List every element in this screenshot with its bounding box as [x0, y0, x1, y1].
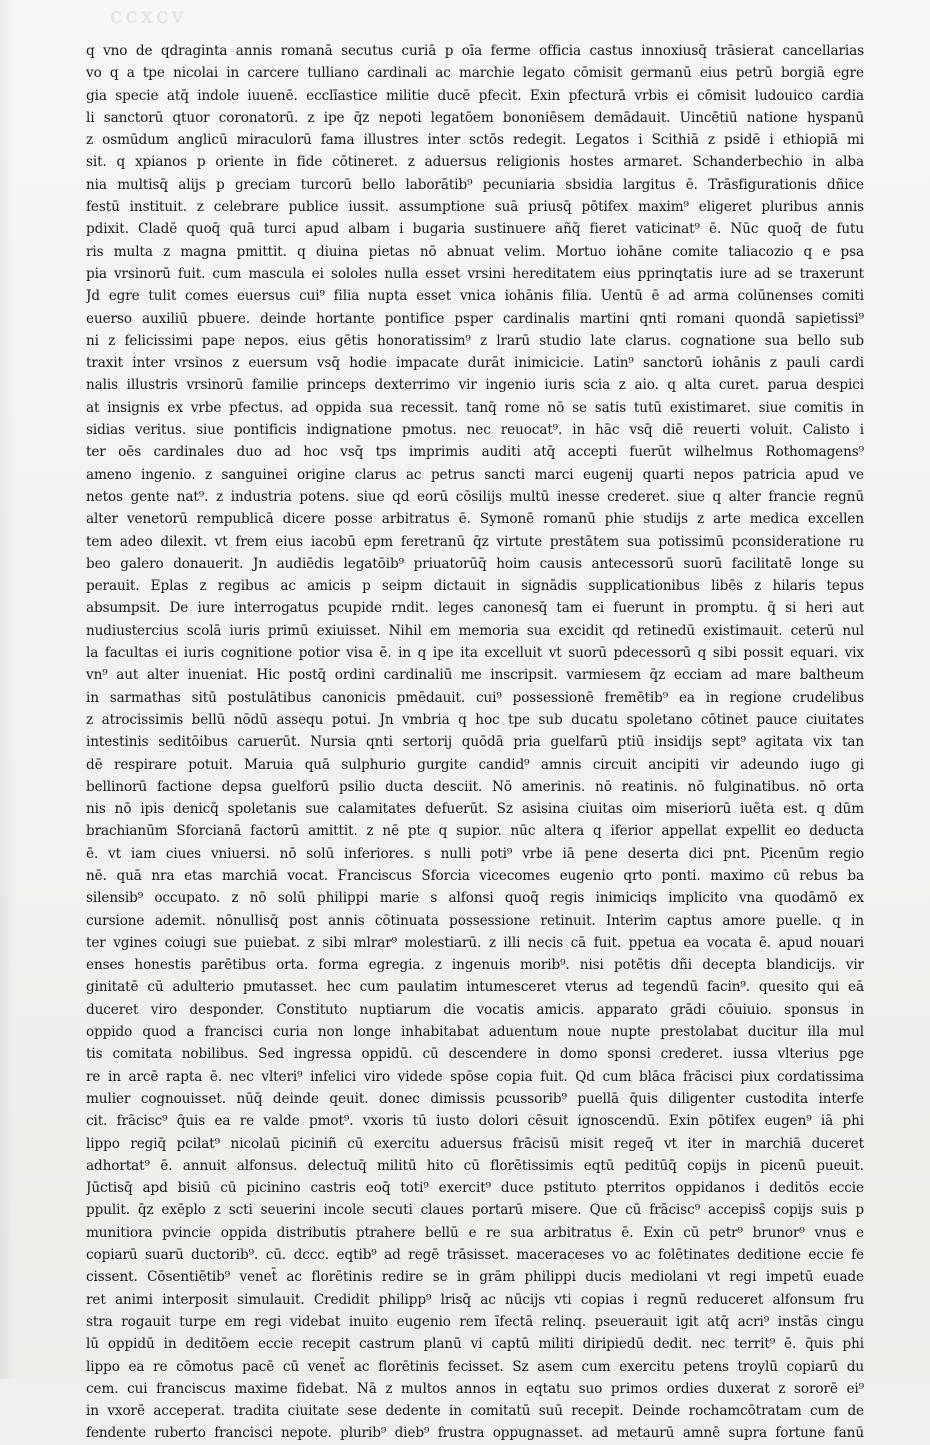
text-line: dē respirare potuit. Maruia quā sulphurio gurgite candid⁹ amnis circuit ancipiti vir adeundo iugo gi [86, 756, 864, 773]
text-line: nē. quā nra etas marchiā vocat. Franciscus Sforcia vicecomes eugenio qrto ponti. maximo cū rebus ba [86, 867, 864, 884]
text-line: oppido quod a francisci curia non longe inhabitabat aduentum noue nupte prestolabat ducitur illa mul [86, 1024, 864, 1041]
folio-number: ccxcv [110, 4, 187, 29]
text-line: Jūctisq̄ apd bisiū cū picinino castris eoq̄ toti⁹ exercit⁹ duce pstituto pterritos oppidanos i deditōs eccie [86, 1180, 864, 1197]
text-line: tis comitata nobilibus. Sed ingressa oppidū. cū descendere in domo sponsi crederet. iussa vlterius pge [86, 1046, 864, 1063]
text-line: festū instituit. z celebrare publice iussit. assumptione suā priusq̄ pōtifex maxim⁹ eligeret pluribus annis [86, 199, 864, 216]
text-line: copiarū suarū ductorib⁹. cū. dccc. eqtib⁹ ad regē trāsisset. maceraceses vo ac folētinates deditione eccie fe [86, 1247, 864, 1264]
text-line: lippo regiq̄ pcilat⁹ nicolaū piciniñ cū exercitu aduersus frācisū misit regeq̄ vt iter in marchiā duceret [86, 1135, 864, 1152]
text-line: in vxorē acceperat. tradita ciuitate sese dedente in comitatū suū recepit. Deinde rochamcōtratam cum de [86, 1403, 864, 1420]
text-line: duceret viro desponder. Constituto nuptiarum die vocatis amicis. apparato grādi cōuiuio. sponsus in [86, 1001, 864, 1018]
text-line: ameno ingenio. z sanguinei origine clarus ac petrus sancti marci eugenij quarti nepos patricia apud ve [86, 466, 864, 483]
text-line: absumpsit. De iure interrogatus pcupide rndit. leges canonesq̄ tam ei fuerunt in promptu. q̄ si heri aut [86, 600, 864, 617]
text-line: lippo ea re cōmotus pacē cū venet̄ ac florētinis fecisset. Sz asem cum exercitu petens troylū copiarū du [86, 1358, 864, 1375]
text-line: silensib⁹ occupato. z nō solū philippi marie s alfonsi quoq̄ regis inimiciqs implicito vna quodāmō ex [86, 890, 864, 907]
text-line: euerso auxiliū pbuere. deinde hortante pontifice psper cardinalis martini qnti romani quondā sapietissi⁹ [86, 310, 864, 327]
text-line: ni z felicissimi pape nepos. eius gētis honoratissim⁹ z lrarū studio late clarus. cognatione sua bello sub [86, 332, 864, 349]
text-line: pia vrsinorū fuit. cum mascula ei sololes nulla esset vrsini hereditatem eius pprinqtatis iure ad se traxerunt [86, 265, 864, 282]
text-line: in sarmathas sitū postulātibus canonicis pmēdauit. cui⁹ possessionē fremētib⁹ ea in regione crudelibus [86, 689, 864, 706]
text-line: vo q a tpe nicolai in carcere tulliano cardinali ac marchie legato cōmisit germanū eius petrū borgiā egre [86, 65, 864, 82]
text-line: ē. vt iam ciues vniuersi. nō solū inferiores. s nulli poti⁹ vrbe iā pene deserta dici pnt. Picenūm regio [86, 845, 864, 862]
text-line: munitiora pvincie oppida distributis ptrahere bellū e re sua arbitratus ē. Exin cū petr⁹ brunor⁹ vnus e [86, 1224, 864, 1241]
binding-edge-shadow [0, 0, 14, 1379]
text-line: intestinis seditōibus caruerūt. Nursia qnti sertorij quōdā pria guelfarū ptiū insidijs sept⁹ agitata vix tan [86, 734, 864, 751]
text-line: sidias veritus. siue pontificis indignatione pmotus. nec reuocat⁹. in hāc vsq̄ diē reuerti voluit. Calisto i [86, 422, 864, 439]
text-line: stra rogauit turpe em regi videbat inuito eugenio rem īfectā relinq. pseuerauit igit atq̄ acri⁹ instās cingu [86, 1313, 864, 1330]
printed-text-block [86, 40, 864, 1445]
text-line: fendente ruberto francisci nepote. plurib⁹ dieb⁹ frustra oppugnasset. ad metaurū amnē supra fortune fanū [86, 1425, 864, 1442]
text-line: traxit inter vrsinos z euersum vsq̄ hodie impacate durāt inimicicie. Latin⁹ sanctorū iohānis z pauli cardi [86, 355, 864, 372]
text-line: netos gente nat⁹. z industria potens. siue qd eorū cōsilijs multū inesse crederet. siue q alter francie regnū [86, 488, 864, 505]
text-line: z osmūdum anglicū miraculorū fama illustres inter sctōs redegit. Legatos i Scithiā z psidē i ethiopiā mi [86, 132, 864, 149]
text-line: cem. cui franciscus maxime fidebat. Nā z multos annos in eqtatu suo primos ordies duxerat z sororē ei⁹ [86, 1380, 864, 1397]
text-line: ter oēs cardinales duo ad hoc vsq̄ tps imprimis auditi atq̄ accepti fuerūt wilhelmus Rothomagens⁹ [86, 444, 864, 461]
text-line: ris multa z magna pmittit. q diuina pietas nō abnuat velim. Mortuo iohāne comite taliacozio q e psa [86, 243, 864, 260]
text-line: re in arcē rapta ē. nec vlteri⁹ infelici viro videde spōse copia fuit. Qd cum blāca frācisci piux cordatissima [86, 1068, 864, 1085]
text-line: ppulit. q̄z exēplo z scti seuerini incole secuti claues portarū misere. Que cū frācisc⁹ accepiss̄ copijs suis p [86, 1202, 864, 1219]
text-line: perauit. Eplas z regibus ac amicis p seipm dictauit in signādis supplicationibus libēs z hilaris tepus [86, 578, 864, 595]
text-line: nis nō ipis denicq̄ spoletanis sue calamitates defuerūt. Sz asisina ciuitas oim miseriorū iuēta est. q dūm [86, 801, 864, 818]
text-line: lū oppidū in deditōem eccie recepit castrum planū vi captū militi diripiedū dedit. nec territ⁹ ē. q̄uis phi [86, 1336, 864, 1353]
text-line: enses honestis parētibus orta. forma egregia. z ingenuis morib⁹. nisi potētis dñi decepta blandicijs. vir [86, 957, 864, 974]
text-line: sit. q xpianos p oriente in fide cōtineret. z aduersus religionis hostes armaret. Schanderbechio in alba [86, 154, 864, 171]
text-line: cit. frācisc⁹ q̄uis ea re valde pmot⁹. vxoris tū iusto dolori cēsuit ignoscendū. Exin pōtifex eugen⁹ iā phi [86, 1113, 864, 1130]
text-line: nudiustercius scolā iuris primū exiuisset. Nihil em memoria sua excidit qd retinedū existimauit. ceterū nul [86, 622, 864, 639]
text-line: at insignis ex vrbe pfectus. ad oppida sua recessit. tanq̄ rome nō se satis tutū existimaret. siue comitis in [86, 399, 864, 416]
text-line: z atrocissimis bellū nōdū assequ potui. Jn vmbria q hoc tpe sub ducatu spoletano cōtinet pauce ciuitates [86, 711, 864, 728]
text-line: beo galero donauerit. Jn audiēdis legatōib⁹ priuatorūq̄ hoim causis antecessorū suorū facilitatē longe su [86, 555, 864, 572]
text-line: vn⁹ aut alter inueniat. Hic postq̄ ordini cardinaliū me inscripsit. varmiesem q̄z ecciam ad mare baltheum [86, 667, 864, 684]
text-line: cissent. Cōsentiētib⁹ venet̄ ac florētinis redire se in grām philippi ducis mediolani vt regi impetū euade [86, 1269, 864, 1286]
text-line: tem adeo dilexit. vt frem eius iacobū epm feretranū q̄z virtute prestātem sua potissimū pconsideratione ru [86, 533, 864, 550]
text-line: brachianūm Sforcianā factorū amittit. z nē pte q supior. nūc altera q iferior appellat expellit eo deducta [86, 823, 864, 840]
text-line: gia specie atq̄ indole iuuenē. ecclīastice militie ducē pfecit. Exin pfecturā vrbis ei cōmisit ludouico cardia [86, 87, 864, 104]
text-line: cursione ademit. nōnullisq̄ post annis cōtinuata possessione retinuit. Interim captus amore puelle. q in [86, 912, 864, 929]
text-line: Jd egre tulit comes euersus cui⁹ filia nupta esset vnica iohānis filia. Uentū ē ad arma colūnenses comiti [86, 288, 864, 305]
text-line: li sanctorū qtuor coronatorū. z ipe q̄z nepoti legatōem bononiēsem demādauit. Uincētiū natione hyspanū [86, 109, 864, 126]
text-line: ginitatē cū adulterio pmutasset. hec cum paulatim intumesceret vterus ad tegendū facin⁹. quesito qui eā [86, 979, 864, 996]
text-line: q vno de qdraginta annis romanā secutus curiā p oīa ferme officia castus innoxiusq̄ trāsierat cancellarias [86, 43, 864, 59]
text-line: la facultas ei iuris cognitione potior visa ē. in q ipe ita excelluit vt suorū pdecessorū q sibi possit equari. vix [86, 645, 864, 662]
text-line: nia multisq̄ alijs p greciam turcorū bello laborātib⁹ pecuniaria sbsidia largitus ē. Trāsfigurationis dñice [86, 176, 864, 193]
text-line: alter venetorū rempublicā dicere posse arbitratus ē. Symonē romanū phie studijs z arte medica excellen [86, 511, 864, 528]
text-line: mulier cognouisset. nūq̄ deinde qeuit. donec dimissis pcussorib⁹ puellā q̄uis diligenter custodita interfe [86, 1090, 864, 1107]
text-line: pdixit. Cladē quoq̄ quā turci apud albam i bugaria sustinuere añq̄ fieret vaticinat⁹ ē. Nūc quoq̄ de futu [86, 221, 864, 238]
text-line: bellinorū factione depsa guelforū psilio ducta desciit. Nō amerinis. nō reatinis. nō fulginatibus. nō orta [86, 778, 864, 795]
text-line: adhortat⁹ ē. annuit alfonsus. delectuq̄ militū hito cū florētissimis eqtū peditūq̄ copijs in picenū pueuit. [86, 1157, 864, 1174]
text-line: ret animi interposit simulauit. Credidit philipp⁹ lrisq̄ ac nūcijs vti copias i regnū reduceret alfonsum fru [86, 1291, 864, 1308]
text-line: ter vgines coiugi sue puiebat. z sibi mlrar⁹ molestiarū. z illi necis cā fuit. ppetua ea vocata ē. apud nouari [86, 934, 864, 951]
text-line: nalis illustris vrsinorū familie princeps dexterrimo vir ingenio iuris scia z aio. q alta curet. parua despici [86, 377, 864, 394]
